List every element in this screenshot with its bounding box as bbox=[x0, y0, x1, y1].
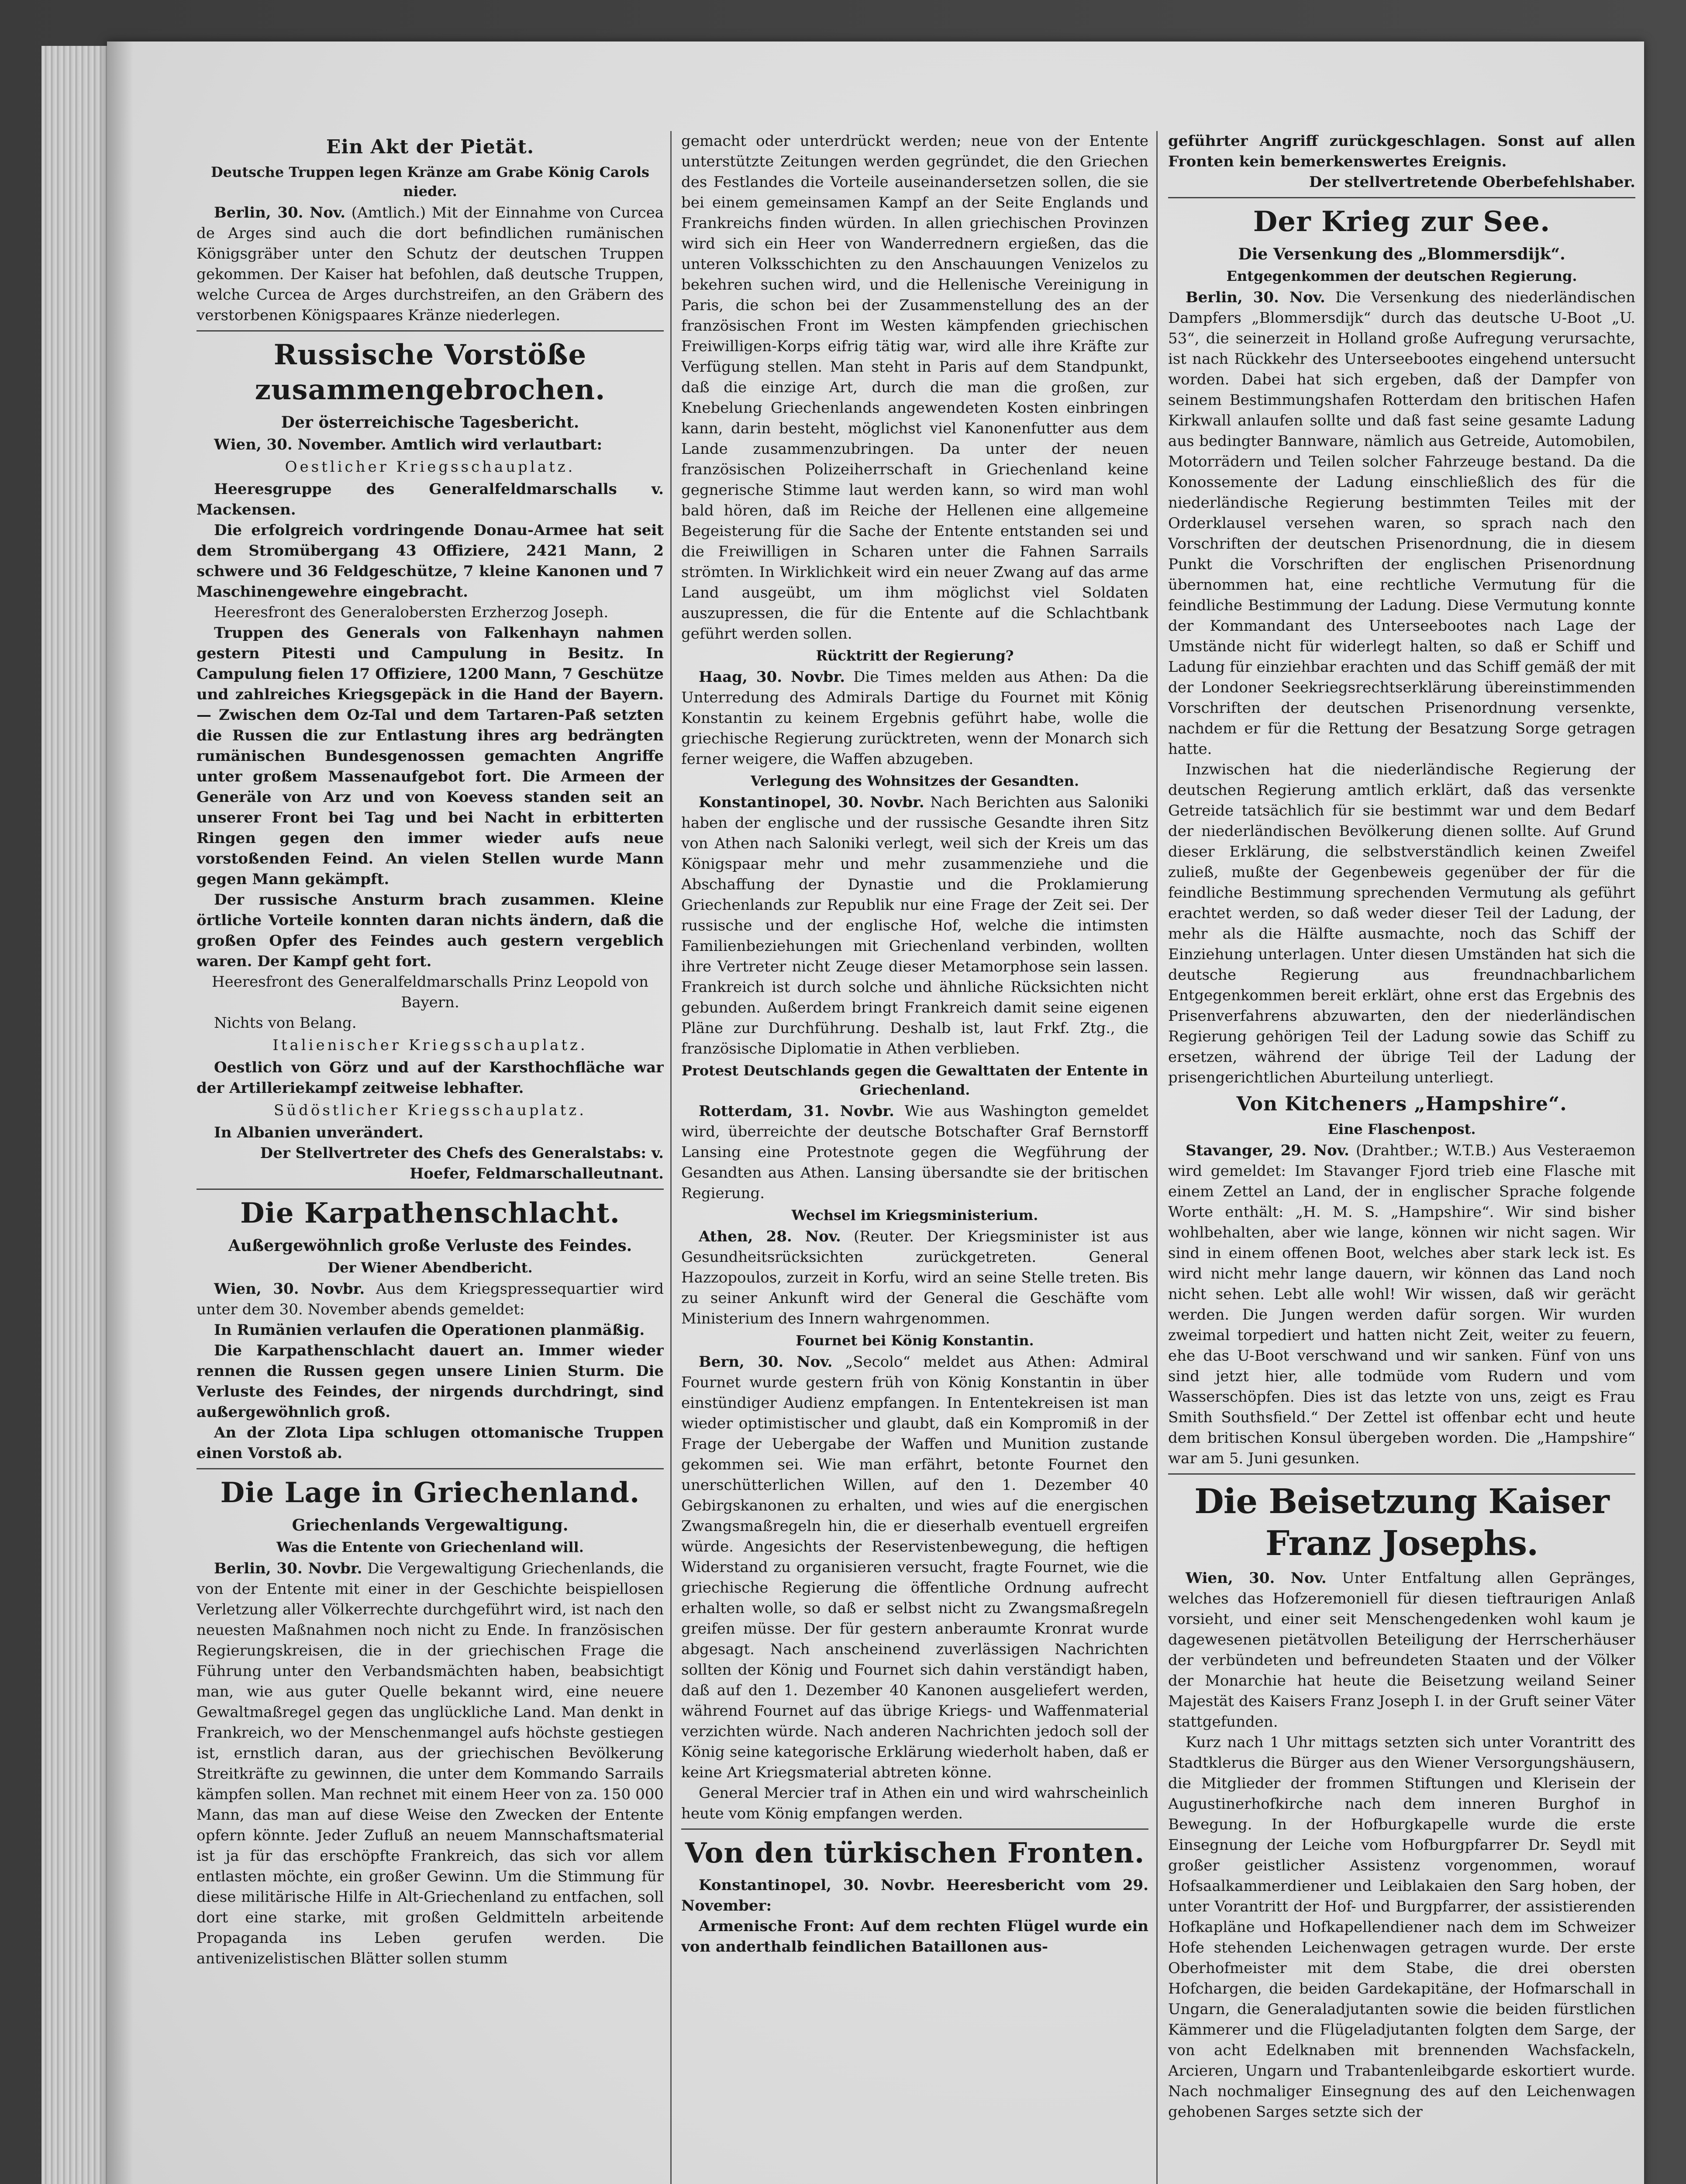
dateline: Haag, 30. Novbr. bbox=[699, 668, 845, 686]
separator bbox=[197, 330, 664, 332]
dateline: Konstantinopel, 30. Novbr. bbox=[699, 1876, 935, 1894]
dateline: Berlin, 30. Nov. bbox=[1186, 289, 1325, 306]
article-see bbox=[1168, 287, 1635, 760]
article-text: Heeresbericht vom 29. November: bbox=[681, 1876, 1148, 1914]
subhead-russ: Der österreichische Tagesbericht. bbox=[281, 413, 579, 432]
subhead-entgegenkommen: Entgegenkommen der deutschen Regierung. bbox=[1226, 268, 1577, 284]
separator bbox=[681, 1828, 1148, 1830]
article-text: „Secolo“ meldet aus Athen: Admiral Fournet wurde gestern früh von König Konstantin in über einstündiger Audienz empfangen. In Ententekreisen ist man wieder optimistischer und glaubt, daß ein Kompromiß in der Frage der Uebergabe der Waffen und Munition zustande gekommen sei. Wie man erfährt, betonte Fournet den unerschütterlichen Willen, auf den 1. Dezember 40 Gebirgskanonen zu erhalten, und wies auf die energischen Zwangsmaßregeln hin, die er dieserhalb eventuell ergreifen würde. Angesichts der Reservistenbewegung, die heftigen Widerstand zu organisieren versucht, fragte Fournet, wie die griechische Regierung die öffentliche Ordnung aufrecht erhalten wolle, so daß er selbst nicht zu Zwangsmaßregeln greifen müsse. Der für gestern anberaumte Kronrat wurde abgesagt. Nach anscheinend zuverlässigen Nachrichten sollten der König und Fournet sich dahin verständigt haben, daß auf den 1. Dezember 40 Kanonen ausgeliefert werden, während Fournet auf das übrige Kriegs- und Waffenmaterial verzichten würde. Nach anderen Nachrichten jedoch soll der König seine kategorische Erklärung wiederholt haben, daß er keine Art Kriegsmaterial abtreten könne. bbox=[681, 1353, 1148, 1781]
subhead-fournet: Fournet bei König Konstantin. bbox=[796, 1332, 1034, 1349]
dateline: Wien, 30. Novbr. bbox=[214, 1280, 365, 1298]
article-karp-intro bbox=[197, 1279, 664, 1320]
dateline: Athen, 28. Nov. bbox=[699, 1228, 841, 1245]
article-text: (Drahtber.; W.T.B.) Aus Vesteraemon wird gemeldet: Im Stavanger Fjord trieb eine Flasche mit einem Zettel an Land, der in englischer Sprache folgende Worte enthält: „H. M. S. „Hampshire“. Wir sind bisher wohlbehalten, aber wie lange, können wir nicht sagen. Wir sind in einem offenen Boot, welches aber stark leck ist. Es wird nicht mehr lange dauern, wir können das Land noch nicht sehen. Lebt alle wohl! Wir wissen, daß wir gerächt werden. Die Jungen werden dafür sorgen. Wir wurden zweimal torpediert und hatten nicht Zeit, weiter zu feuern, ehe das U-Boot verschwand und wir sanken. Fünf von uns sind jetzt hier, alle todmüde vom Rudern und vom Wasserschöpfen. Dies ist das letzte von uns, zeigt es Frau Smith Southsfield.“ Der Zettel ist offenbar echt und heute dem britischen Konsul übergeben worden. Die „Hampshire“ war am 5. Juni gesunken. bbox=[1168, 1142, 1635, 1467]
article-rotterdam bbox=[681, 1101, 1148, 1204]
dateline: Konstantinopel, 30. Novbr. bbox=[699, 794, 924, 811]
article-rumaenien: In Rumänien verlaufen die Operationen planmäßig. bbox=[214, 1321, 645, 1339]
headline-karpathen: Die Karpathenschlacht. bbox=[240, 1197, 620, 1230]
dateline: Wien, 30. Nov. bbox=[1186, 1569, 1327, 1587]
column-3 bbox=[1168, 131, 1635, 2184]
column-1 bbox=[197, 131, 664, 2184]
subhead-entente: Was die Entente von Griechenland will. bbox=[276, 1539, 584, 1555]
headline-russ: Russische Vorstöße zusammengebrochen. bbox=[255, 339, 606, 406]
dateline: Berlin, 30. Novbr. bbox=[214, 1560, 362, 1577]
article-text: (Amtlich.) Mit der Einnahme von Curcea de Arges sind auch die dort befindlichen rumänischen Königsgräber unter den Schutz der deutschen Truppen gekommen. Der Kaiser hat befohlen, daß deutsche Truppen, welche Curcea de Arges durchstreifen, an den Gräbern des verstorbenen Königspaares Kränze niederlegen. bbox=[197, 204, 664, 324]
article-italien: Oestlich von Görz und auf der Karsthochfläche war der Artilleriekampf zeitweise lebhafter. bbox=[197, 1059, 664, 1097]
dateline: Berlin, 30. Nov. bbox=[214, 204, 346, 221]
section-oestlich: Oestlicher Kriegsschauplatz. bbox=[285, 458, 576, 476]
subhead-wechsel: Wechsel im Kriegsministerium. bbox=[791, 1207, 1038, 1223]
article-beisetzung bbox=[1168, 1568, 1635, 1732]
subhead-verlegung: Verlegung des Wohnsitzes der Gesandten. bbox=[750, 773, 1079, 789]
article-athen bbox=[681, 1227, 1148, 1329]
column-rule-2 bbox=[1156, 131, 1158, 2184]
article-text: Aus dem Kriegspressequartier wird unter dem 30. November abends gemeldet: bbox=[197, 1280, 664, 1318]
article-zlota-lipa: An der Zlota Lipa schlugen ottomanische Truppen einen Vorstoß ab. bbox=[197, 1424, 664, 1462]
heeresfront-josef: Heeresfront des Generalobersten Erzherzog Joseph. bbox=[214, 604, 609, 621]
article-heeresbericht bbox=[681, 1875, 1148, 1916]
article-mackensen: Die erfolgreich vordringende Donau-Armee hat seit dem Stromübergang 43 Offiziere, 2421 Mann, 2 schwere und 36 Feldgeschütze, 7 kleine Kanonen und 7 Maschinengewehre eingebracht. bbox=[197, 522, 664, 601]
headline-tuerkisch: Von den türkischen Fronten. bbox=[685, 1837, 1145, 1870]
article-text: Wie aus Washington gemeldet wird, überreichte der deutsche Botschafter Graf Bernstorff Lansing eine Protestnote gegen die Wegführung der Gesandten aus Athen. Lansing übersandte sie der britischen Regierung. bbox=[681, 1102, 1148, 1202]
article-text: Unter Entfaltung allen Gepränges, welches das Hofzeremoniell für diesen tieftraurigen Anlaß vorsieht, und einer seit Menschengedenken wohl kaum je dagewesenen pietätvollen Beteiligung der Herrscherhäuser der verbündeten und befreundeten Staaten und der Völker der Monarchie hat heute die Beisetzung weiland Seiner Majestät des Kaisers Franz Joseph I. in der Gruft seiner Väter stattgefunden. bbox=[1168, 1569, 1635, 1731]
subhead-griechenland: Griechenlands Vergewaltigung. bbox=[292, 1516, 569, 1534]
article-text: Die Vergewaltigung Griechenlands, die von der Entente mit einer in der Geschichte beispiellosen Verletzung aller Völkerrechte durchgeführt wird, ist nach den neuesten Maßnahmen noch nicht zu Ende. In französischen Regierungskreisen, die in der griechischen Frage die Führung unter den Verbandsmächten haben, beabsichtigt man, wie aus guter Quelle bekannt wird, eine neuere Gewaltmaßregel gegen das unglückliche Land. Man denkt in Frankreich, wo der Menschenmangel aufs höchste gestiegen ist, ernstlich daran, aus der griechischen Bevölkerung Streitkräfte zu gewinnen, die unter dem Kommando Sarrails kämpfen sollen. Man rechnet mit einem Heer von za. 150 000 Mann, das man auf diese Weise den Zwecken der Entente opfern könnte. Jeder Zufluß an neuem Mannschaftsmaterial ist ja für das erschöpfte Frankreich, das sich vor allem entlasten möchte, ein großer Gewinn. Um die Stimmung für diese militärische Hilfe in Alt-Griechenland zu entfachen, soll dort eine starke, mit großen Geldmitteln arbeitende Propaganda ins Leben gerufen werden. Die antivenizelistischen Blätter sollen stumm bbox=[197, 1560, 664, 1967]
article-griechenland bbox=[197, 1559, 664, 1969]
signature-oberbefehlshaber: Der stellvertretende Oberbefehlshaber. bbox=[1309, 173, 1635, 191]
section-suedoestlich: Südöstlicher Kriegsschauplatz. bbox=[273, 1102, 587, 1119]
dateline: Rotterdam, 31. Novbr. bbox=[699, 1102, 894, 1120]
heeresfront-leopold: Heeresfront des Generalfeldmarschalls Prinz Leopold von Bayern. bbox=[211, 973, 649, 1011]
article-text: Die Versenkung des niederländischen Dampfers „Blommersdijk“ durch das deutsche U-Boot „U. 53“, die seinerzeit in Holland große Aufregung verursachte, ist nach Rückkehr des Unterseebootes eingehend untersucht worden. Dabei hat sich ergeben, daß der Dampfer von seinem Bestimmungshafen Rotterdam den britischen Hafen Kirkwall anlaufen sollte und daß fast seine gesamte Ladung aus bedingter Bannware, nämlich aus Getreide, Automobilen, Motorrädern und Teilen solcher Fahrzeuge bestand. Da die Konossemente der Ladung einschließlich des für die niederländische Regierung bestimmten Teiles mit der Orderklausel versehen waren, so sprach nach den Vorschriften der deutschen Prisenordnung, die in diesem Punkt die Vorschriften der englischen Prisenordnung übernommen hat, eine rechtliche Vermutung für die feindliche Bestimmung der Ladung. Diese Vermutung konnte der Kommandant des Unterseebootes nach Lage der Umstände nicht für widerlegt halten, so daß er Schiff und Ladung für einziehbar erachten und das Schiff gemäß der mit der Londoner Seekriegsrechtserklärung übereinstimmenden Vorschriften der deutschen Prisenordnung versenkte, nachdem er für die Rettung der Besatzung Sorge getragen hatte. bbox=[1168, 289, 1635, 758]
column-2 bbox=[681, 131, 1148, 2184]
subhead-karpathen: Außergewöhnlich große Verluste des Feindes. bbox=[228, 1237, 632, 1255]
separator bbox=[1168, 1473, 1635, 1475]
article-continuation: geführter Angriff zurückgeschlagen. Sonst auf allen Fronten kein bemerkenswertes Ereignis. bbox=[1168, 132, 1635, 170]
article-text: (Reuter. Der Kriegsminister ist aus Gesundheitsrücksichten zurückgetreten. General Hazzopoulos, zurzeit in Korfu, wird an seine Stelle treten. Bis zu seiner Ankunft wird der General die Geschäfte vom Ministerium des Innern wahrgenommen. bbox=[681, 1228, 1148, 1327]
headline-see: Der Krieg zur See. bbox=[1253, 205, 1551, 238]
article-stavanger bbox=[1168, 1140, 1635, 1469]
article-see-2: Inzwischen hat die niederländische Regierung der deutschen Regierung amtlich erklärt, daß das versenkte Getreide tatsächlich für sie bestimmt war und dem Bedarf der niederländischen Bevölkerung dienen sollte. Auf Grund dieser Erklärung, die selbstverständlich keinen Zweifel zuließ, mußte der Gegenbeweis gegenüber der für die feindliche Bestimmung sprechenden Vermutung als geführt erachtet werden, so daß weder dieser Teil der Ladung, der mehr als die Hälfte ausmachte, noch das Schiff der Einziehung unterlagen. Unter diesen Umständen hat sich die deutsche Regierung aus freundnachbarlichem Entgegenkommen bereit erklärt, ohne erst das Ergebnis des Prisenverfahrens abzuwarten, den der niederländischen Regierung gehörigen Teil der Ladung sowie das Schiff zu ersetzen, während der übrige Teil der Ladung der prisengerichtlichen Aburteilung unterliegt. bbox=[1168, 761, 1635, 1086]
dateline: Stavanger, 29. Nov. bbox=[1186, 1142, 1349, 1159]
dateline: Wien, 30. November. bbox=[214, 436, 386, 453]
headline-kitchener: Von Kitcheners „Hampshire“. bbox=[1236, 1093, 1567, 1115]
headline-griechenland: Die Lage in Griechenland. bbox=[220, 1476, 640, 1509]
article-wien bbox=[197, 435, 664, 455]
separator bbox=[1168, 197, 1635, 198]
spine-shadow bbox=[107, 41, 133, 2184]
separator bbox=[197, 1189, 664, 1190]
article-albanien: In Albanien unverändert. bbox=[214, 1124, 424, 1141]
separator bbox=[197, 1468, 664, 1469]
column-rule-1 bbox=[670, 131, 672, 2184]
article-mercier: General Mercier traf in Athen ein und wird wahrscheinlich heute vom König empfangen werden. bbox=[681, 1784, 1148, 1822]
book-page-edges bbox=[41, 46, 108, 2184]
subhead-pietaet: Deutsche Truppen legen Kränze am Grabe König Carols nieder. bbox=[210, 164, 650, 200]
headline-beisetzung: Die Beisetzung Kaiser Franz Josephs. bbox=[1194, 1482, 1609, 1563]
dateline: Bern, 30. Nov. bbox=[699, 1353, 833, 1371]
article-haag bbox=[681, 667, 1148, 770]
subhead-protest: Protest Deutschlands gegen die Gewalttaten der Entente in Griechenland. bbox=[681, 1062, 1148, 1098]
subhead-flaschenpost: Eine Flaschenpost. bbox=[1327, 1121, 1476, 1137]
article-konstantinopel bbox=[681, 792, 1148, 1059]
article-text: Die Times melden aus Athen: Da die Unterredung des Admirals Dartige du Fournet mit König Konstantin zu keinem Ergebnis geführt habe, wolle die griechische Regierung zurücktreten, wenn der Monarch sich ferner weigere, die Waffen abzugeben. bbox=[681, 668, 1148, 768]
article-beisetzung-2: Kurz nach 1 Uhr mittags setzten sich unter Vorantritt des Stadtklerus die Bürger aus den Wiener Versorgungshäusern, die Mitglieder der frommen Stiftungen und Klerisein der Augustinerhofkirche nach dem inneren Burghof in Bewegung. In der Hofburgkapelle wurde die erste Einsegnung der Leiche vom Hofburgpfarrer Dr. Seydl mit großer geistlicher Assistenz vorgenommen, worauf Hofsaalkammerdiener und Leiblakaien den Sarg hoben, der unter Vorantritt der Hof- und Burgpfarrer, der assistierenden Hofkapläne und Hofkapellendiener nach dem im Schweizer Hofe stehenden Leichenwagen getragen wurde. Der erste Oberhofmeister mit dem Stabe, die drei obersten Hofchargen, die beiden Gardekapitäne, der Hofmarschall in Ungarn, die Generaladjutanten sowie die beiden fürstlichen Kämmerer und die Flügeladjutanten folgten dem Sarge, der von acht Edelknaben mit brennenden Wachsfackeln, Arcieren, Ungarn und Trabantenleibgarde eskortiert wurde. Nach nochmaliger Einsegnung des auf den Leichenwagen gehobenen Sarges setzte sich der bbox=[1168, 1734, 1635, 2121]
subhead-abendbericht: Der Wiener Abendbericht. bbox=[328, 1259, 533, 1276]
article-karpathen: Die Karpathenschlacht dauert an. Immer wieder rennen die Russen gegen unsere Linien Sturm. Die Verluste des Feindes, der nirgends durchdringt, sind außergewöhnlich groß. bbox=[197, 1342, 664, 1421]
subhead-ruecktritt: Rücktritt der Regierung? bbox=[816, 647, 1014, 664]
article-continuation: gemacht oder unterdrückt werden; neue von der Entente unterstützte Zeitungen werden gegründet, die den Griechen des Festlandes die Vorteile auseinandersetzen sollen, die sie bei einem gemeinsamen Kampf an der Seite Englands und Frankreichs finden würden. In allen griechischen Provinzen wird sich ein Heer von Wanderrednern ergießen, das die unteren Volksschichten zu den Anschauungen Venizelos zu bekehren suchen wird, und die Hellenische Vereinigung in Paris, die schon bei der Zusammenstellung des an der französischen Front im Westen kämpfenden griechischen Freiwilligen-Korps eifrig tätig war, wird alle ihre Kräfte zur Verfügung stellen. Man steht in Paris auf dem Standpunkt, daß die einzige Art, durch die man die großen, zur Knebelung Griechenlands angewendeten Kosten einbringen kann, darin besteht, möglichst viel Kanonenfutter aus dem Lande zusammenzubringen. Da unter der neuen französischen Polizeiherrschaft in Griechenland keine gegnerische Stimme laut werden kann, so wird man wohl bald hören, daß im Reiche der Hellenen eine allgemeine Begeisterung für die Sache der Entente entstanden sei und die Freiwilligen in Scharen unter die Fahnen Sarrails strömten. In Wirklichkeit wird ein neuer Zwang auf das arme Land ausgeübt, um ihm möglichst viel Soldaten auszupressen, die für die Entente auf die Schlachtbank geführt werden sollen. bbox=[681, 132, 1148, 643]
article-russ-ansturm: Der russische Ansturm brach zusammen. Kleine örtliche Vorteile konnten daran nichts ändern, daß die großen Opfer des Feindes auch gestern vergeblich waren. Der Kampf geht fort. bbox=[197, 891, 664, 970]
article-text: Nach Berichten aus Saloniki haben der englische und der russische Gesandte ihren Sitz von Athen nach Saloniki verlegt, weil sich der Kreis um das Königspaar mehr und mehr zusammenziehe und die Abschaffung der Dynastie und die Proklamierung Griechenlands zur Republik nur eine Frage der Zeit sei. Der russische und der englische Hof, welche die intimsten Familienbeziehungen mit Griechenland verbinden, wollten ihre Vertreter nicht Zeuge dieser Metamorphose sein lassen. Frankreich ist durch solche und ähnliche Rücksichten nicht gebunden. Außerdem bringt Frankreich damit seine eigenen Pläne zur Durchführung. Deshalb ist, laut Frkf. Ztg., die französische Diplomatie in Athen verblieben. bbox=[681, 794, 1148, 1057]
article-josef: Truppen des Generals von Falkenhayn nahmen gestern Pitesti und Campulung in Besitz. In Campulung fielen 17 Offiziere, 1200 Mann, 7 Geschütze und zahlreiches Kriegsgepäck in die Hand der Bayern. — Zwischen dem Oz-Tal und dem Tartaren-Paß setzten die Russen die zur Entlastung ihres arg bedrängten rumänischen Bundesgenossen gemachten Angriffe unter großem Massenaufgebot fort. Die Armeen der Generäle von Arz und von Koevess standen seit an unserer Front bei Tag und bei Nacht in erbitterten Ringen gegen den immer wieder aufs neue vorstoßenden Feind. An vielen Stellen wurde Mann gegen Mann gekämpft. bbox=[197, 624, 664, 888]
subhead-blommersdijk: Die Versenkung des „Blommersdijk“. bbox=[1238, 245, 1565, 263]
section-italienisch: Italienischer Kriegsschauplatz. bbox=[272, 1037, 588, 1054]
heeresgruppe-mackensen: Heeresgruppe des Generalfeldmarschalls v. Mackensen. bbox=[197, 480, 664, 518]
headline-pietaet: Ein Akt der Pietät. bbox=[326, 136, 534, 158]
article-pietaet bbox=[197, 203, 664, 326]
article-armenische-front: Armenische Front: Auf dem rechten Flügel wurde ein von anderthalb feindlichen Bataillonen aus- bbox=[681, 1918, 1148, 1956]
article-belang: Nichts von Belang. bbox=[214, 1014, 357, 1032]
article-text: Amtlich wird verlautbart: bbox=[391, 436, 602, 453]
article-bern bbox=[681, 1352, 1148, 1783]
signature-hoefer: Der Stellvertreter des Chefs des Generalstabs: v. Hoefer, Feldmarschalleutnant. bbox=[260, 1144, 664, 1182]
